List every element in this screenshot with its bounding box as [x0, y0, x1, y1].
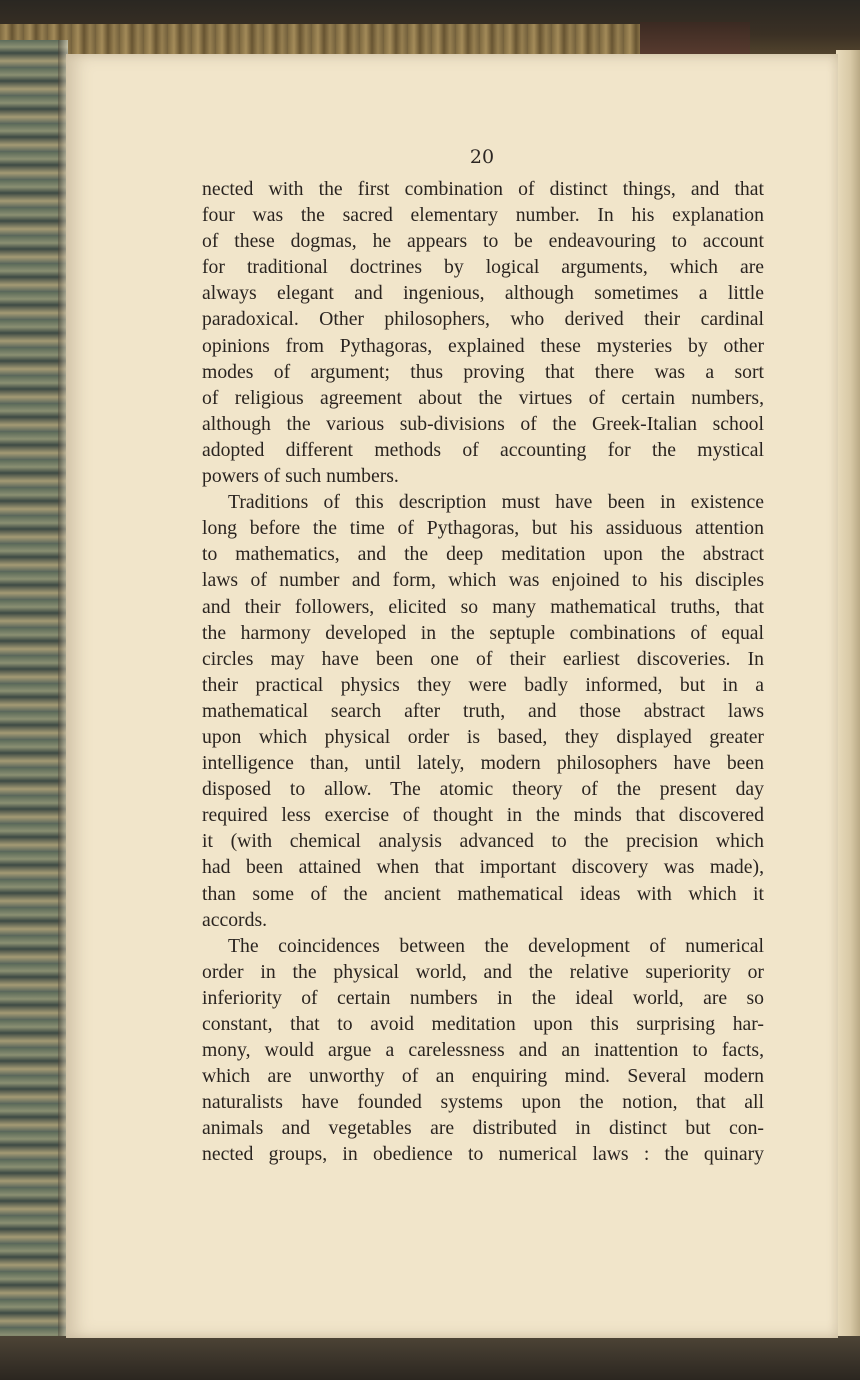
text-line: upon which physical order is based, they displayed greater	[202, 725, 764, 748]
text-line: paradoxical. Other philosophers, who derived their cardinal	[202, 308, 764, 331]
text-line: disposed to allow. The atomic theory of the present day	[202, 778, 764, 801]
text-line: laws of number and form, which was enjoined to his disciples	[202, 569, 764, 592]
body-text	[202, 176, 764, 1168]
text-line: mony, would argue a carelessness and an inattention to facts,	[202, 1039, 764, 1062]
text-line: order in the physical world, and the relative superiority or	[202, 960, 764, 983]
bookmark-ribbon	[640, 22, 750, 58]
text-line: of these dogmas, he appears to be endeavouring to account	[202, 230, 764, 253]
text-line: powers of such numbers.	[202, 465, 399, 488]
text-line: which are unworthy of an enquiring mind. Several modern	[202, 1065, 764, 1088]
text-line: than some of the ancient mathematical ideas with which it	[202, 882, 764, 905]
text-line: it (with chemical analysis advanced to the precision which	[202, 830, 764, 853]
text-line: always elegant and ingenious, although sometimes a little	[202, 282, 764, 305]
text-line: The coincidences between the development of numerical	[228, 934, 764, 957]
text-line: circles may have been one of their earliest discoveries. In	[202, 647, 764, 670]
text-line: and their followers, elicited so many mathematical truths, that	[202, 595, 764, 618]
text-line: opinions from Pythagoras, explained these mysteries by other	[202, 334, 764, 357]
text-line: mathematical search after truth, and those abstract laws	[202, 699, 764, 722]
text-line: four was the sacred elementary number. In his explanation	[202, 204, 764, 227]
book-binding-bottom	[0, 1336, 860, 1380]
text-line: long before the time of Pythagoras, but his assiduous attention	[202, 517, 764, 540]
text-line: animals and vegetables are distributed in distinct but con-	[202, 1117, 764, 1140]
text-line: Traditions of this description must have been in existence	[228, 491, 764, 514]
text-line: inferiority of certain numbers in the ideal world, are so	[202, 986, 764, 1009]
text-line: intelligence than, until lately, modern philosophers have been	[202, 752, 764, 775]
text-line: although the various sub-divisions of the Greek-Italian school	[202, 412, 764, 435]
text-line: required less exercise of thought in the minds that discovered	[202, 804, 764, 827]
text-line: of religious agreement about the virtues of certain numbers,	[202, 386, 764, 409]
text-line: adopted different methods of accounting for the mystical	[202, 438, 764, 461]
page-number: 20	[469, 146, 495, 168]
text-line: to mathematics, and the deep meditation upon the abstract	[202, 543, 764, 566]
text-line: modes of argument; thus proving that there was a sort	[202, 360, 764, 383]
marbled-page-edge	[0, 40, 68, 1340]
text-line: their practical physics they were badly informed, but in a	[202, 673, 764, 696]
text-line: accords.	[202, 908, 268, 931]
text-line: constant, that to avoid meditation upon this surprising har-	[202, 1013, 764, 1035]
text-line: nected groups, in obedience to numerical laws : the quinary	[202, 1143, 764, 1166]
page-stack-edge	[836, 50, 860, 1340]
text-line: naturalists have founded systems upon the notion, that all	[202, 1091, 764, 1114]
text-line: the harmony developed in the septuple combinations of equal	[202, 621, 764, 644]
text-line: for traditional doctrines by logical arguments, which are	[202, 256, 764, 279]
text-line: had been attained when that important discovery was made),	[202, 856, 764, 879]
text-line: nected with the first combination of distinct things, and that	[202, 178, 764, 200]
